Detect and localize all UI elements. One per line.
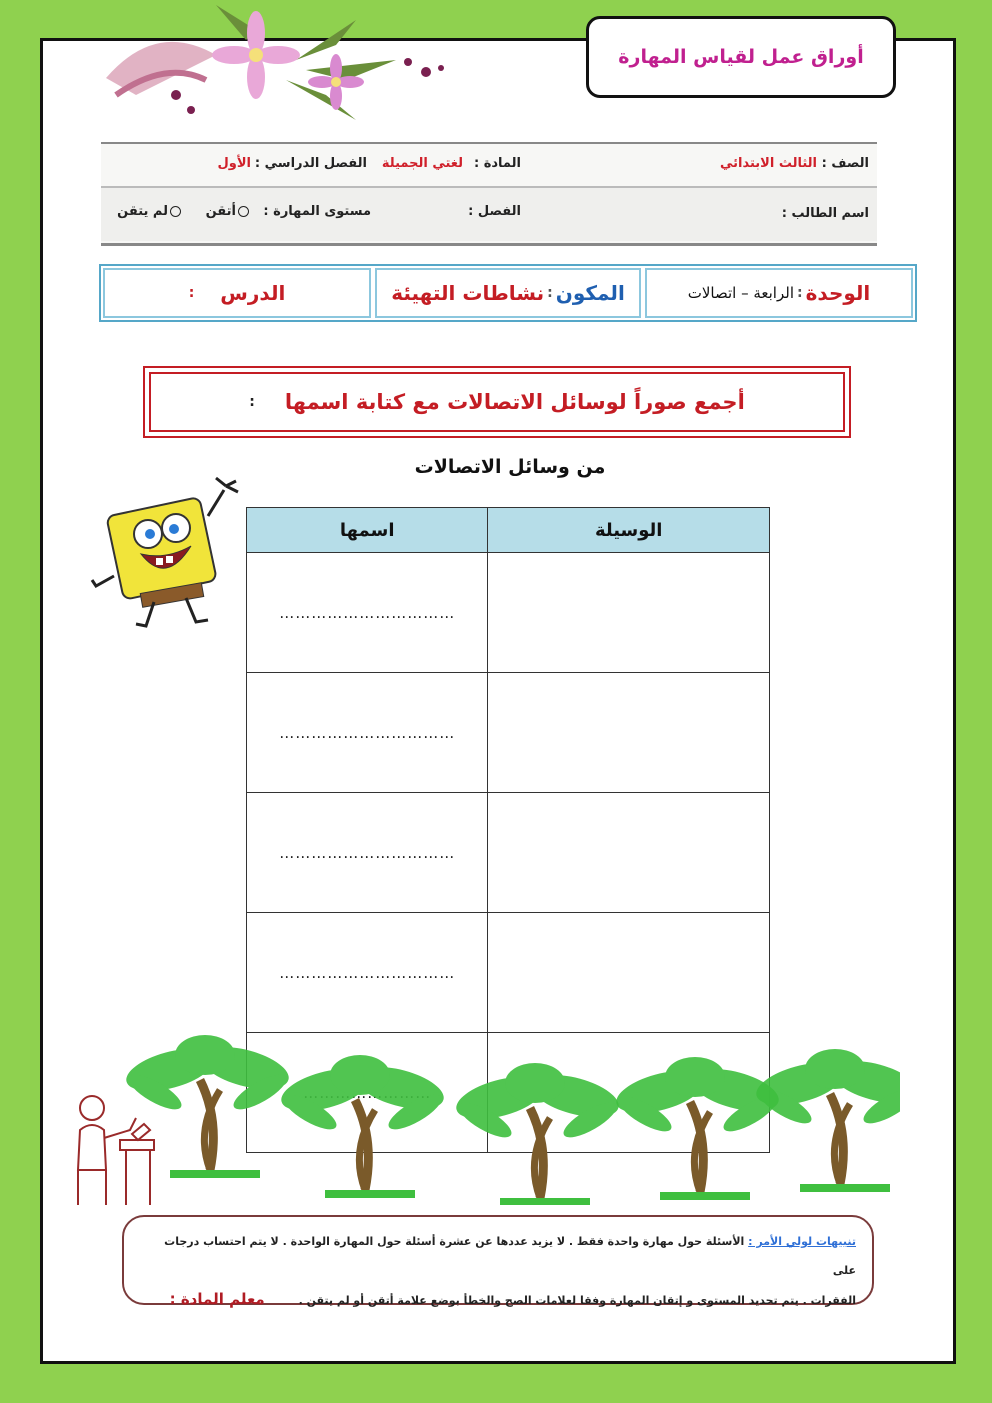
radio-icon	[170, 206, 181, 217]
info-row-2	[101, 188, 877, 241]
notes-line-2	[140, 1285, 856, 1315]
task-instruction-box	[143, 366, 851, 438]
table-row	[247, 793, 770, 913]
component-colon: :	[547, 285, 553, 301]
flower-decoration	[96, 0, 456, 140]
task-instruction-inner	[149, 372, 845, 432]
skill-level-label: مستوى المهارة :	[263, 204, 371, 219]
tool-name-cell[interactable]: ……………………………	[247, 553, 488, 673]
palm-trees-decoration	[120, 1020, 900, 1205]
palm-tree	[752, 1049, 900, 1192]
component-label: المكون	[555, 281, 625, 305]
student-info-table	[101, 142, 877, 246]
info-row-1	[101, 144, 877, 188]
task-instruction: أجمع صوراً لوسائل الاتصالات مع كتابة اسمها	[284, 390, 745, 414]
level-option-mastered[interactable]	[206, 204, 251, 219]
class-label: الفصل :	[468, 204, 521, 219]
semester-label: الفصل الدراسي :	[254, 156, 367, 171]
unit-colon: :	[797, 285, 803, 301]
tool-name-cell[interactable]: ……………………………	[247, 913, 488, 1033]
palm-tree	[612, 1057, 783, 1200]
task-colon: :	[249, 394, 255, 410]
notes-heading: تنبيهات لولي الأمر :	[748, 1235, 856, 1248]
palm-tree	[277, 1055, 448, 1198]
table-header-row	[247, 508, 770, 553]
table-subheading: من وسائل الاتصالات	[414, 456, 606, 478]
table-row	[247, 673, 770, 793]
palm-tree	[452, 1063, 623, 1205]
teacher-label: معلم المادة :	[169, 1290, 265, 1308]
subject-label: المادة :	[473, 156, 521, 171]
tool-name-cell[interactable]: ……………………………	[247, 673, 488, 793]
notes-text-1: الأسئلة حول مهارة واحدة فقط . لا يزيد عددها عن عشرة أسئلة حول المهارة الواحدة . لا يتم احتساب درجات على	[164, 1235, 856, 1277]
worksheet-title: أوراق عمل لقياس المهارة	[586, 16, 896, 98]
notes-line-1	[140, 1227, 856, 1285]
unit-cell	[645, 268, 913, 318]
tool-image-cell[interactable]	[488, 913, 770, 1033]
student-name-label: اسم الطالب :	[781, 206, 869, 221]
spongebob-illustration	[86, 476, 246, 636]
grade-value: الثالث الابتدائي	[719, 156, 817, 171]
notes-text-2: الفقرات . يتم تحديد المستوى و إتقان المهارة وفقا لعلامات الصح والخطأ بوضع علامة أتقن أو لم يتقن .	[298, 1294, 856, 1307]
radio-icon	[238, 206, 249, 217]
col-header-name: اسمها	[247, 508, 488, 553]
tool-image-cell[interactable]	[488, 793, 770, 913]
level-option-not-mastered-label: لم يتقن	[117, 204, 168, 219]
level-option-mastered-label: أتقن	[205, 204, 236, 219]
tool-image-cell[interactable]	[488, 553, 770, 673]
tool-image-cell[interactable]	[488, 673, 770, 793]
component-cell	[375, 268, 641, 318]
grade-label: الصف :	[821, 156, 869, 171]
unit-value: الرابعة – اتصالات	[687, 284, 794, 302]
student-studying-illustration	[70, 1090, 160, 1210]
table-row	[247, 913, 770, 1033]
table-row	[247, 553, 770, 673]
lesson-label: الدرس	[220, 281, 286, 305]
component-value: نشاطات التهيئة	[391, 281, 545, 305]
subject-value: لغتي الجميلة	[381, 156, 463, 171]
semester-value: الأول	[217, 156, 251, 171]
unit-label: الوحدة	[805, 281, 871, 305]
level-option-not-mastered[interactable]	[117, 204, 183, 219]
lesson-colon: :	[188, 285, 195, 301]
parent-notes-box	[122, 1215, 874, 1308]
lesson-cell	[103, 268, 371, 318]
col-header-tool: الوسيلة	[488, 508, 770, 553]
unit-bar	[99, 264, 917, 322]
tool-name-cell[interactable]: ……………………………	[247, 793, 488, 913]
